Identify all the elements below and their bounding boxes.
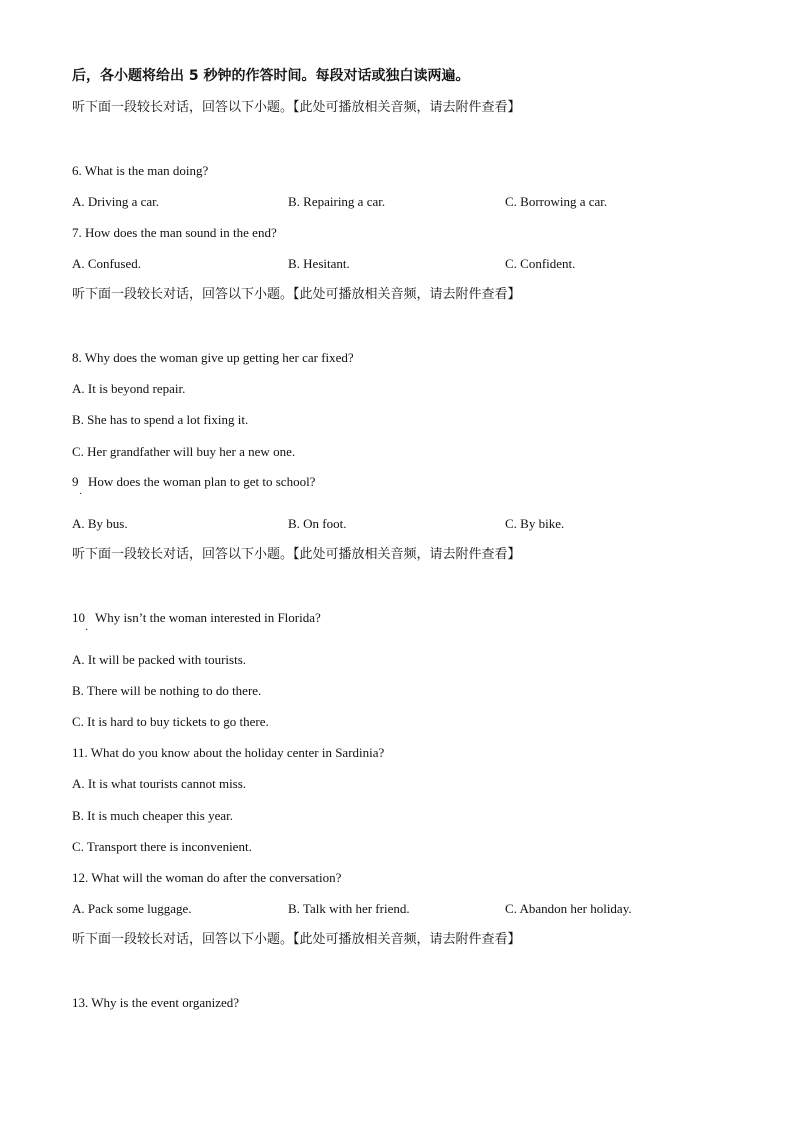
question-number-dot: ·	[85, 625, 89, 636]
q6-option-b: B. Repairing a car.	[288, 194, 386, 209]
question-13: 13. Why is the event organized?	[72, 995, 240, 1010]
q7-option-b: B. Hesitant.	[288, 256, 350, 271]
question-6: 6. What is the man doing?	[72, 163, 209, 178]
question-10-number: 10	[72, 610, 85, 625]
q9-option-b: B. On foot.	[288, 516, 347, 531]
listening-instruction: 听下面一段较长对话，回答以下小题。【此处可播放相关音频，请去附件查看】	[72, 100, 521, 115]
q8-option-c: C. Her grandfather will buy her a new one.	[72, 444, 296, 459]
question-10: Why isn’t the woman interested in Florida?	[95, 610, 321, 625]
question-9: How does the woman plan to get to school?	[88, 474, 316, 489]
q7-option-c: C. Confident.	[505, 256, 576, 271]
question-7: 7. How does the man sound in the end?	[72, 225, 277, 240]
intro-text: 后，各小题将给出 5 秒钟的作答时间。每段对话或独白读两遍。	[72, 68, 470, 84]
q6-option-a: A. Driving a car.	[72, 194, 160, 209]
q11-option-c: C. Transport there is inconvenient.	[72, 839, 252, 854]
question-8: 8. Why does the woman give up getting her car fixed?	[72, 350, 354, 365]
q11-option-b: B. It is much cheaper this year.	[72, 808, 234, 823]
listening-instruction: 听下面一段较长对话，回答以下小题。【此处可播放相关音频，请去附件查看】	[72, 287, 521, 302]
q12-option-b: B. Talk with her friend.	[288, 901, 410, 916]
question-12: 12. What will the woman do after the conversation?	[72, 870, 342, 885]
q12-option-c: C. Abandon her holiday.	[505, 901, 632, 916]
q7-option-a: A. Confused.	[72, 256, 141, 271]
question-number-dot: ·	[79, 489, 83, 500]
q12-option-a: A. Pack some luggage.	[72, 901, 192, 916]
q11-option-a: A. It is what tourists cannot miss.	[72, 776, 247, 791]
q10-option-c: C. It is hard to buy tickets to go there.	[72, 714, 269, 729]
listening-instruction: 听下面一段较长对话，回答以下小题。【此处可播放相关音频，请去附件查看】	[72, 547, 521, 562]
q8-option-b: B. She has to spend a lot fixing it.	[72, 412, 249, 427]
q10-option-a: A. It will be packed with tourists.	[72, 652, 247, 667]
question-11: 11. What do you know about the holiday center in Sardinia?	[72, 745, 385, 760]
q8-option-a: A. It is beyond repair.	[72, 381, 186, 396]
q10-option-b: B. There will be nothing to do there.	[72, 683, 262, 698]
q9-option-c: C. By bike.	[505, 516, 565, 531]
question-9-number: 9	[72, 474, 79, 489]
listening-instruction: 听下面一段较长对话，回答以下小题。【此处可播放相关音频，请去附件查看】	[72, 932, 521, 947]
q9-option-a: A. By bus.	[72, 516, 128, 531]
q6-option-c: C. Borrowing a car.	[505, 194, 608, 209]
